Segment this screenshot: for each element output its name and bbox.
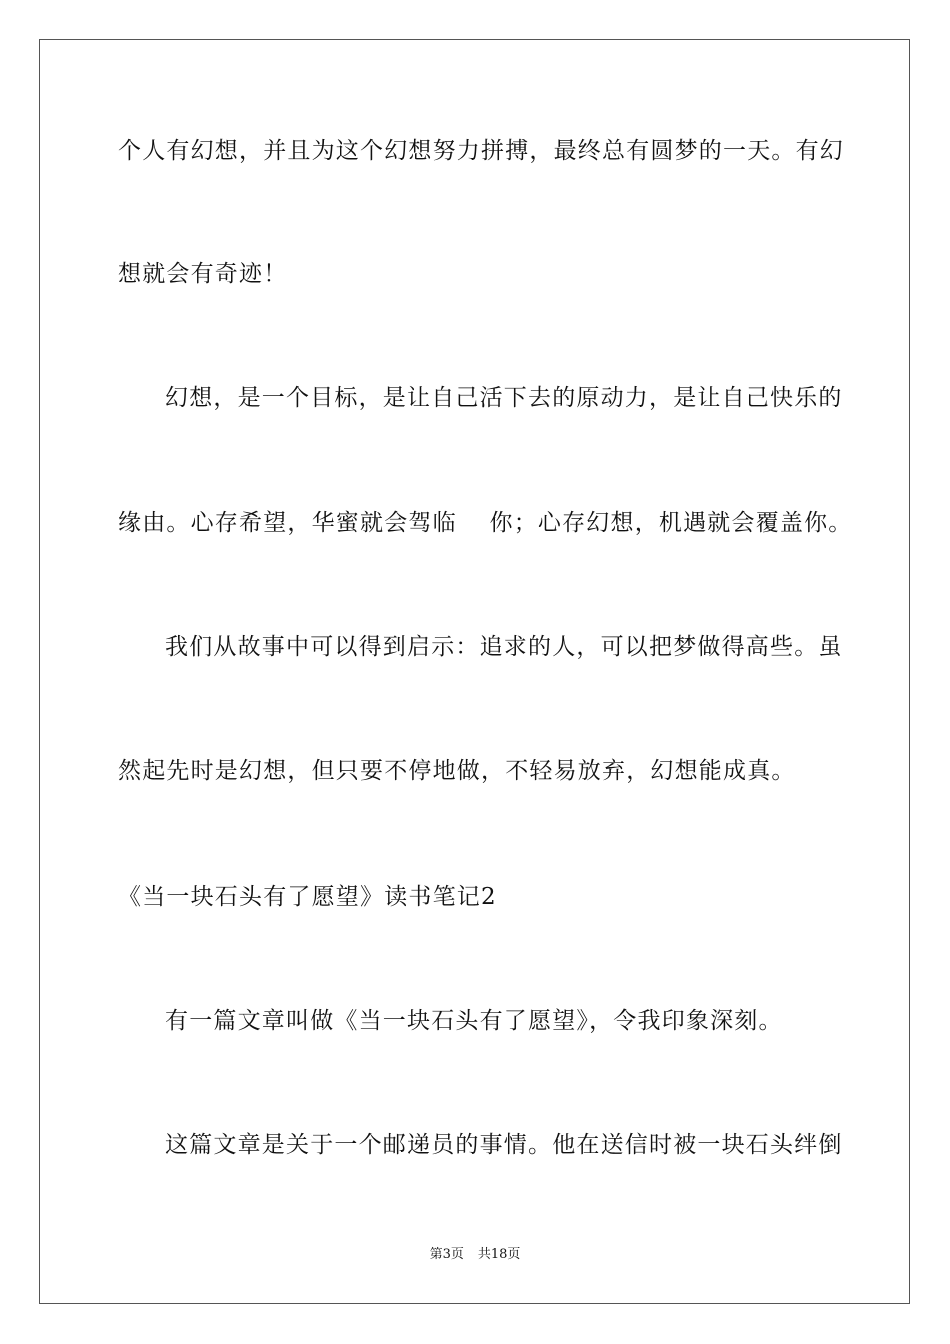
page-number: 第3页 — [429, 1247, 464, 1262]
page-border — [39, 39, 910, 1304]
page-total: 共18页 — [477, 1247, 521, 1262]
paragraph-line: 然起先时是幻想，但只要不停地做，不轻易放弃，幻想能成真。 — [118, 758, 796, 784]
paragraph-line: 我们从故事中可以得到启示：追求的人，可以把梦做得高些。虽 — [165, 634, 843, 660]
paragraph-line: 有一篇文章叫做《当一块石头有了愿望》，令我印象深刻。 — [165, 1008, 783, 1034]
paragraph-line: 想就会有奇迹！ — [118, 261, 288, 287]
section-heading: 《当一块石头有了愿望》读书笔记2 — [118, 884, 497, 910]
page-footer — [0, 1246, 950, 1264]
paragraph-line: 幻想，是一个目标，是让自己活下去的原动力，是让自己快乐的 — [165, 385, 843, 411]
paragraph-line: 缘由。心存希望，华蜜就会驾临 你；心存幻想，机遇就会覆盖你。 — [118, 510, 853, 536]
paragraph-line: 个人有幻想，并且为这个幻想努力拼搏，最终总有圆梦的一天。有幻 — [118, 138, 844, 164]
paragraph-line: 这篇文章是关于一个邮递员的事情。他在送信时被一块石头绊倒 — [165, 1132, 843, 1158]
